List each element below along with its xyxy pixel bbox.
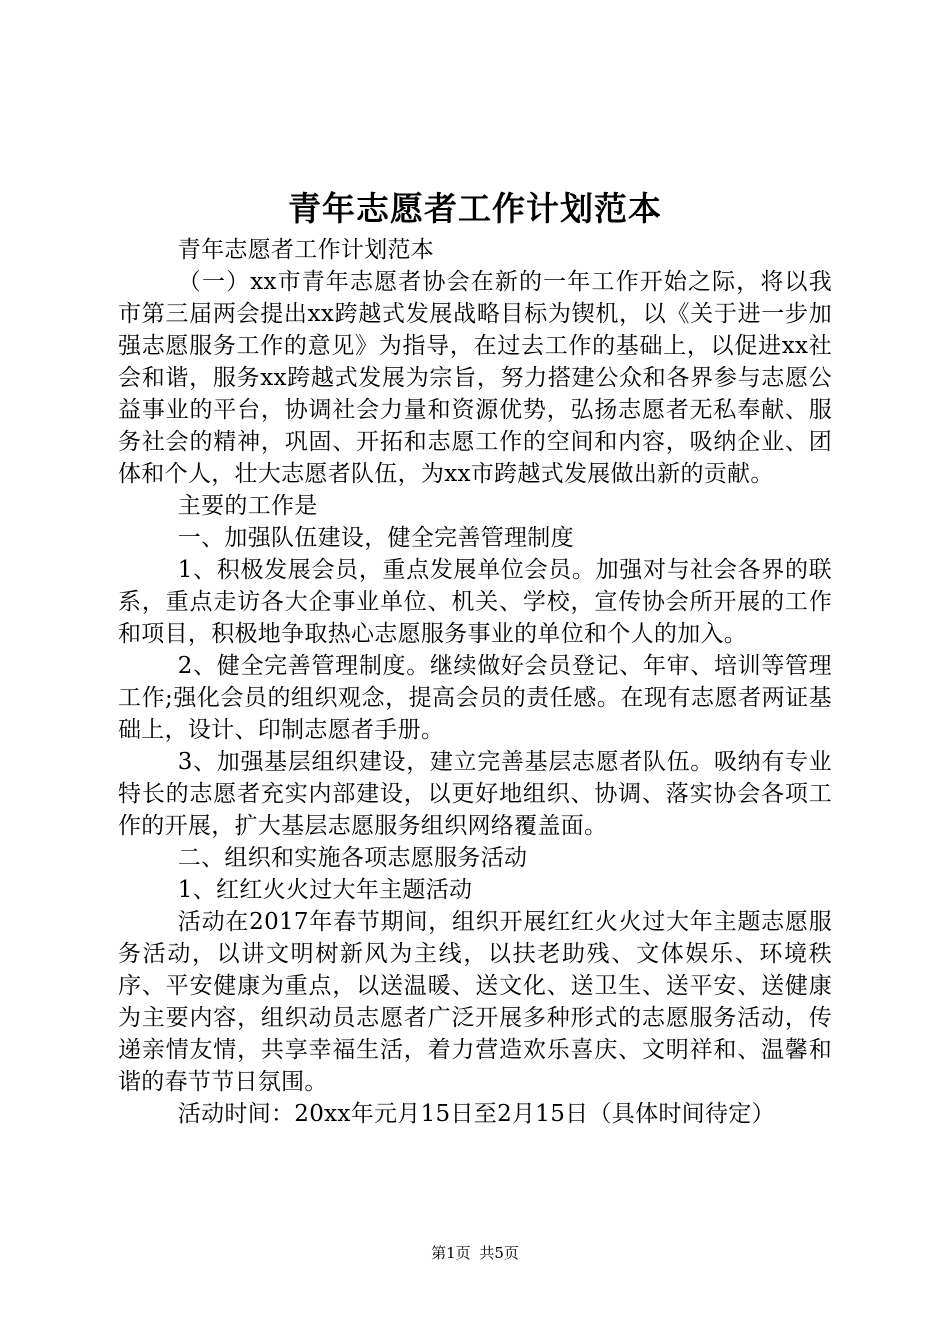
paragraph-main-work: 主要的工作是 <box>177 493 318 519</box>
document-title: 青年志愿者工作计划范本 <box>288 189 662 228</box>
paragraph-activity-time: 活动时间：20xx年元月15日至2月15日（具体时间待定） <box>177 1101 775 1127</box>
paragraph-intro: （一）xx市青年志愿者协会在新的一年工作开始之际，将以我市第三届两会提出xx跨越式发展战略目标为锲机，以《关于进一步加强志愿服务工作的意见》为指导，在过去工作的基础上，以促进xx社会和谐，服务xx跨越式发展为宗旨，努力搭建公众和各界参与志愿公益事业的平台，协调社会力量和资源优势，弘扬志愿者无私奉献、服务社会的精神，巩固、开拓和志愿工作的空间和内容，吸纳企业、团体和个人，壮大志愿者队伍，为xx市跨越式发展做出新的贡献。 <box>118 269 832 487</box>
document-body <box>118 234 832 1130</box>
paragraph-subtitle: 青年志愿者工作计划范本 <box>177 237 435 263</box>
paragraph-item-2: 2、健全完善管理制度。继续做好会员登记、年审、培训等管理工作;强化会员的组织观念，提高会员的责任感。在现有志愿者两证基础上，设计、印制志愿者手册。 <box>118 653 832 743</box>
section-heading-2: 二、组织和实施各项志愿服务活动 <box>177 845 528 871</box>
paragraph-activity: 活动在2017年春节期间，组织开展红红火火过大年主题志愿服务活动，以讲文明树新风为主线，以扶老助残、文体娱乐、环境秩序、平安健康为重点，以送温暖、送文化、送卫生、送平安、送健康为主要内容，组织动员志愿者广泛开展多种形式的志愿服务活动，传递亲情友情，共享幸福生活，着力营造欢乐喜庆、文明祥和、温馨和谐的春节节日氛围。 <box>118 909 832 1095</box>
section-heading-1: 一、加强队伍建设，健全完善管理制度 <box>177 525 574 551</box>
subsection-heading-1: 1、红红火火过大年主题活动 <box>177 877 473 903</box>
paragraph-item-1: 1、积极发展会员，重点发展单位会员。加强对与社会各界的联系，重点走访各大企事业单位、机关、学校，宣传协会所开展的工作和项目，积极地争取热心志愿服务事业的单位和个人的加入。 <box>118 557 832 647</box>
paragraph-item-3: 3、加强基层组织建设，建立完善基层志愿者队伍。吸纳有专业特长的志愿者充实内部建设，以更好地组织、协调、落实协会各项工作的开展，扩大基层志愿服务组织网络覆盖面。 <box>118 749 832 839</box>
page-footer: 第1页 共5页 <box>431 1244 519 1262</box>
